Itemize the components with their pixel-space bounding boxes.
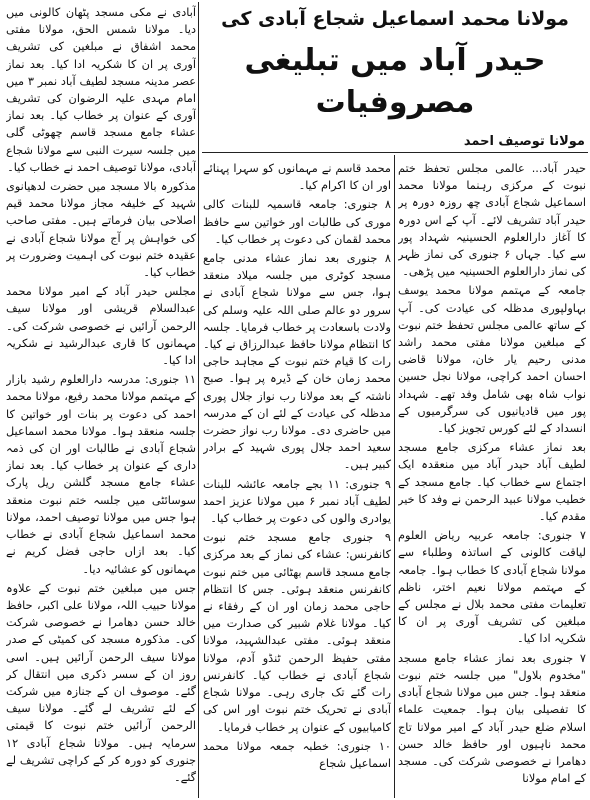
paragraph: ۱۱ جنوری: مدرسہ دارالعلوم رشید بازار کے مہتمم مولانا محمد رفیع، مولانا محمد احمد کی دعوت پر بنات اور خواتین کا جلسہ منعقد ہوا۔ مولانا محمد اسماعیل شجاع آبادی نے طالبات اور ان کی ذمہ داری کے عنوان پر خطاب کیا۔ بعد نماز عشاء جامع مسجد گلشن ریل پارک سوسائٹی میں جلسہ ختم نبوت منعقد ہوا جس میں مولانا توصیف احمد، مولانا محمد اسماعیل شجاع آبادی نے خطاب کیا۔ بعد ازاں حاجی فضل کریم نے مہمانوں کو عشائیہ دیا۔ (6, 373, 196, 576)
column-middle (203, 160, 391, 792)
article-title (210, 6, 580, 124)
column-divider-left (198, 2, 199, 798)
column-right (398, 160, 586, 792)
column-left (6, 4, 196, 792)
paragraph: مذکورہ بالا مسجد میں حضرت لدھیانوی شہید کے خلیفہ مجاز مولانا محمد قیم اصلاحی بیان فرماتے ہیں۔ مفتی صاحب کی خواہش پر آج مولانا شجاع آبادی نے عقیدہ ختم نبوت کی اہمیت وضرورت پر خطاب کیا۔ (6, 180, 196, 280)
paragraph: ۱۰ جنوری: خطبہ جمعہ مولانا محمد اسماعیل شجاع (203, 739, 391, 770)
header-divider (202, 152, 588, 153)
paragraph: بعد نماز عشاء مرکزی جامع مسجد لطیف آباد حیدر آباد میں منعقدہ ایک اجتماع سے خطاب کیا۔ جامع مسجد کے خطیب مولانا عبید الرحمن نے وفد کا خیر مقدم کیا۔ (398, 441, 586, 524)
paragraph: جامعہ کے مہتمم مولانا محمد یوسف بہاولپوری مدظلہ کی عیادت کی۔ آپ کے ساتھ عالمی مجلس تحفظ ختم نبوت کے مبلغین مولانا مفتی محمد راشد مدنی رحیم یار خان، مولانا قاضی احسان احمد کراچی، مولانا نجل حسین نواب شاہ بھی شامل وفد تھے۔ شہداد پور میں قادیانیوں کی سرگرمیوں کے انسداد کے لئے کورس تجویز کیا۔ (398, 284, 586, 436)
paragraph: مجلس حیدر آباد کے امیر مولانا محمد عبدالسلام قریشی اور مولانا سیف الرحمن آرائیں نے خصوصی شرکت کی۔ مہمانوں کا قاری عبدالرشید نے شکریہ ادا کیا۔ (6, 285, 196, 368)
paragraph: آبادی نے مکی مسجد پٹھان کالونی میں دیا۔ مولانا شمس الحق، مولانا مفتی محمد اشفاق نے مبلغین کی تشریف آوری پر ان کا شکریہ ادا کیا۔ بعد نماز عصر مدینہ مسجد لطیف آباد نمبر ۳ میں امام مہدی علیہ الرضوان کی تشریف آوری کے عنوان پر خطاب کیا۔ بعد نماز عشاء جامع مسجد قاسم چھوٹی گلی میں جلسہ سیرت النبی سے مولانا شجاع آبادی، مولانا توصیف احمد نے خطاب کیا۔ (6, 6, 196, 174)
paragraph: ۸ جنوری: جامعہ قاسمیہ للبنات کالی موری کی طالبات اور خواتین سے حافظ محمد لقمان کی دعوت پر خطاب کیا۔ (203, 198, 391, 246)
author-byline: مولانا توصیف احمد (463, 134, 585, 149)
paragraph: ۸ جنوری بعد نماز عشاء مدنی جامع مسجد کوٹری میں جلسہ میلاد منعقد ہوا، جس سے مولانا شجاع آبادی نے سرور دو عالم صلی اللہ علیہ وسلم کی ولادت باسعادت پر خطاب فرمایا۔ جلسہ کا انتظام مولانا حافظ عبدالرزاق نے کیا۔ رات کا قیام ختم نبوت کے مجاہد حاجی محمد زمان خان کے ڈیرہ پر ہوا۔ صبح ناشتہ کے بعد مولانا رب نواز جلال پوری مدظلہ کی عیادت کے لئے ان کے مدرسہ میں حاضری دی۔ مولانا رب نواز حضرت سعید احمد جلال پوری شہید کے برادر کبیر ہیں۔ (203, 252, 391, 472)
title-line-1: مولانا محمد اسماعیل شجاع آبادی کی (221, 8, 569, 30)
paragraph: ۹ جنوری: ۱۱ بجے جامعہ عائشہ للبنات لطیف آباد نمبر ۶ میں مولانا عزیز احمد یوادری والوں کی دعوت پر خطاب کیا۔ (203, 477, 391, 526)
paragraph: ۷ جنوری: جامعہ عربیہ ریاض العلوم لیاقت کالونی کے اساتذہ وطلباء سے مولانا شجاع آبادی کا خطاب ہوا۔ جامعہ کے مہتمم مولانا نعیم اختر، ناظم تعلیمات مفتی محمد بلال نے مجلس کے مبلغین کی تشریف آوری پر ان کا شکریہ ادا کیا۔ (398, 529, 586, 646)
paragraph: ۹ جنوری جامع مسجد ختم نبوت کانفرنس: عشاء کی نماز کے بعد مرکزی جامع مسجد قاسم بھٹائی میں ختم نبوت کانفرنس منعقد ہوئی۔ جس کا انتظام حاجی محمد زمان اور ان کے رفقاء نے کیا۔ مولانا غلام شبیر کی صدارت میں منعقد ہوئی۔ مفتی عبدالشہید، مولانا مفتی حفیظ الرحمن ٹنڈو آدم، مولانا شجاع آبادی نے خطاب کیا۔ کانفرنس رات گئے تک جاری رہی۔ مولانا شجاع آبادی نے تحریک ختم نبوت اور اس کی کامیابیوں کے عنوان پر خطاب فرمایا۔ (203, 531, 391, 734)
title-line-2: حیدر آباد میں تبلیغی مصروفیات (244, 43, 546, 120)
paragraph: جس میں مبلغین ختم نبوت کے علاوہ مولانا حبیب اللہ، مولانا علی اکبر، حافظ خالد حسن دھامرا نے خصوصی شرکت کی۔ مذکورہ مسجد کی کمیٹی کے صدر مولانا سیف الرحمن آرائیں ہیں۔ اسی روز ان کے سسر ذکری میں انتقال کر گئے۔ موصوف ان کے جنازہ میں شرکت کے لئے تشریف لے گئے۔ مولانا سیف الرحمن آرائیں ختم نبوت کا قیمتی سرمایہ ہیں۔ مولانا شجاع آبادی ۱۲ جنوری کو دورہ کر کے کراچی تشریف لے گئے۔ (6, 581, 196, 784)
paragraph: ۷ جنوری بعد نماز عشاء جامع مسجد "مخدوم بلاول" میں جلسہ ختم نبوت منعقد ہوا۔ جس میں مولانا شجاع آبادی کا تفصیلی بیان ہوا۔ جمعیت علماء اسلام ضلع حیدر آباد کے امیر مولانا تاج محمد ناہیوں اور حافظ خالد حسن دھامرا نے خصوصی شرکت کی۔ مسجد کے امام مولانا (398, 651, 586, 786)
column-divider-right (394, 155, 395, 798)
paragraph: محمد قاسم نے مہمانوں کو سہرا پہنائے اور ان کا اکرام کیا۔ (203, 162, 391, 193)
paragraph: حیدر آباد... عالمی مجلس تحفظ ختم نبوت کے مرکزی رہنما مولانا محمد اسماعیل شجاع آبادی چھ روزہ دورہ پر حیدر آباد تشریف لائے۔ آپ کے اس دورہ کا آغاز دارالعلوم الحسینیہ شہداد پور سے کیا۔ جہاں ۶ جنوری کی نماز ظہر کی نماز دارالعلوم الحسینیہ میں پڑھی۔ (398, 162, 586, 279)
